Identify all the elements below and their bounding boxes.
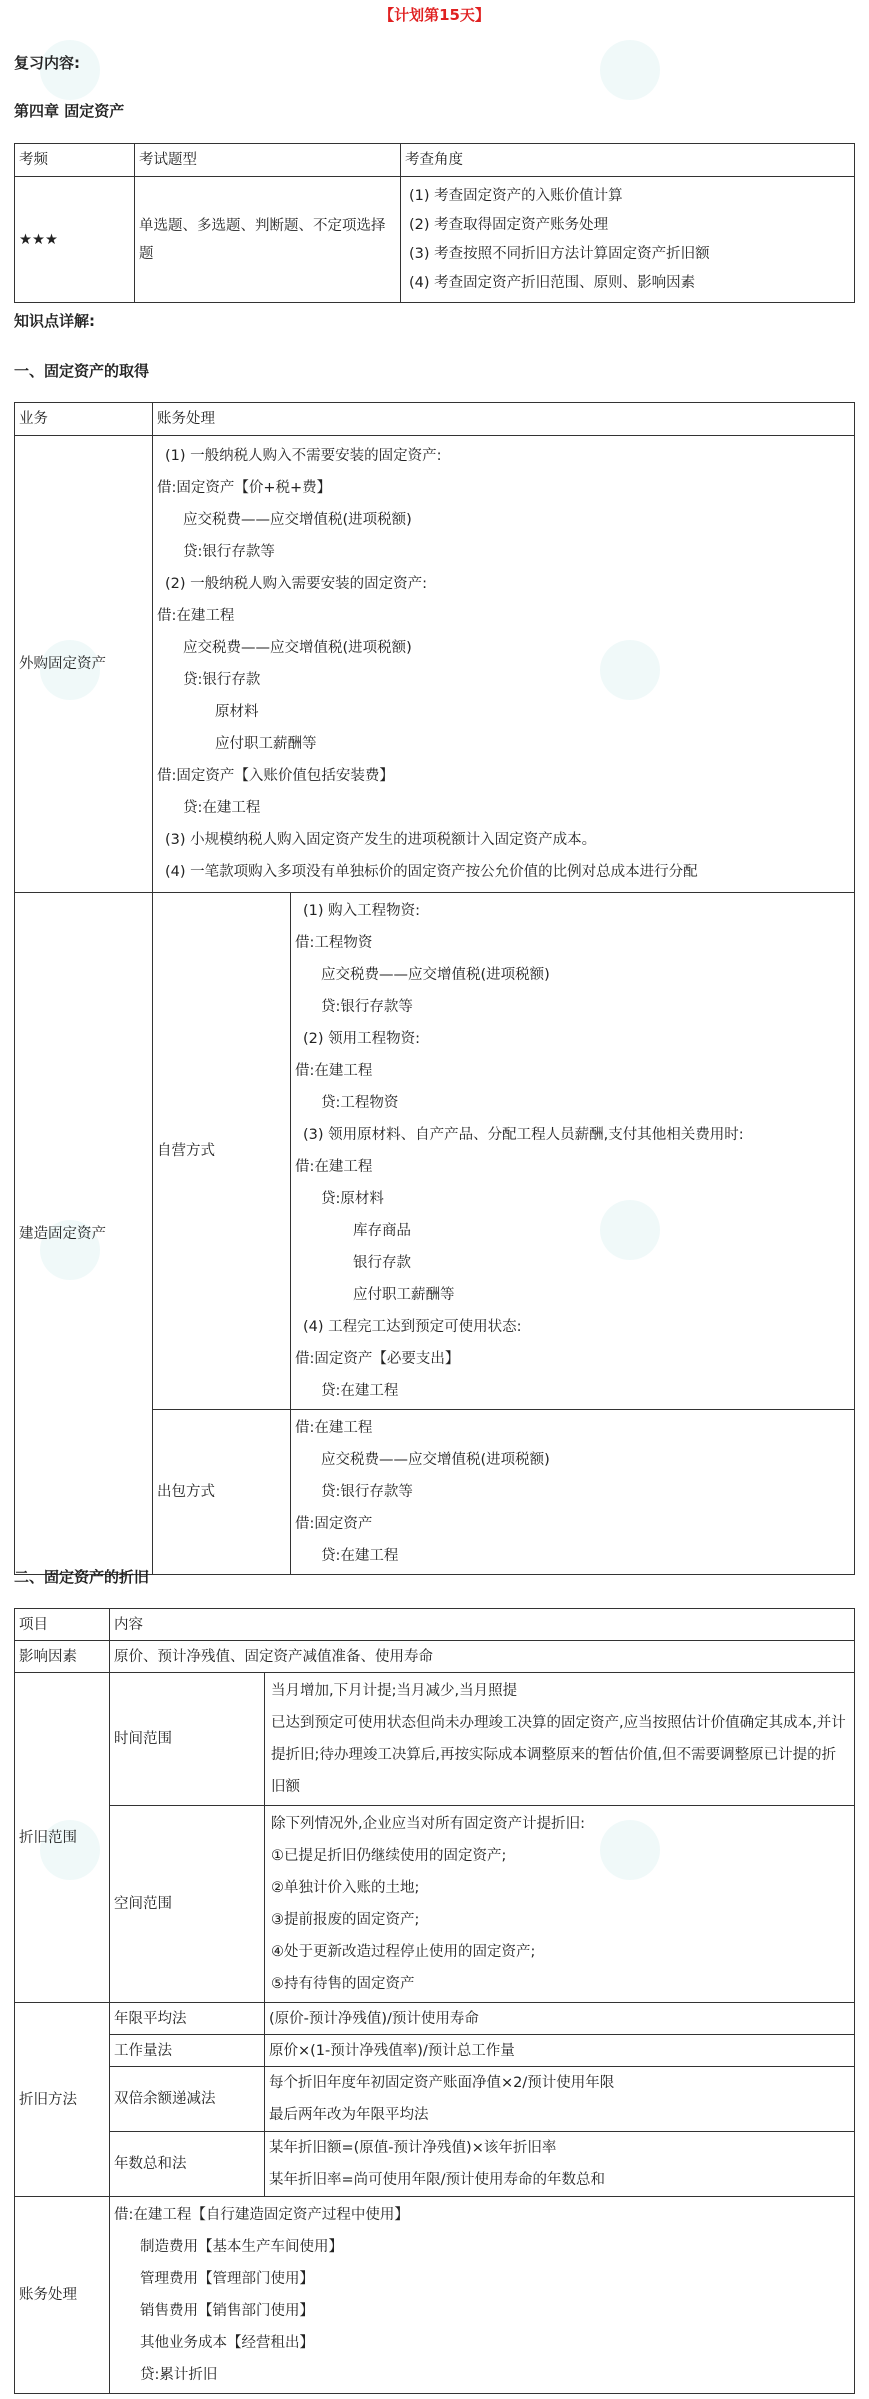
entry-line: 贷:在建工程: [183, 800, 261, 816]
entry-line: 借:在建工程: [295, 1063, 373, 1079]
entry-line: 贷:原材料: [321, 1191, 384, 1207]
entry-line: 贷:累计折旧: [140, 2367, 218, 2383]
accounting-label: 账务处理: [15, 2197, 110, 2394]
purchase-label: 外购固定资产: [15, 436, 153, 893]
space-scope-line: ④处于更新改造过程停止使用的固定资产;: [271, 1944, 536, 1960]
entry-line: 应付职工薪酬等: [353, 1287, 455, 1303]
exam-angle: (3) 考查按照不同折旧方法计算固定资产折旧额: [409, 245, 710, 262]
table-header: 账务处理: [153, 403, 855, 436]
entry-line: 银行存款: [353, 1255, 411, 1271]
space-scope-line: ⑤持有待售的固定资产: [271, 1976, 415, 1992]
entry-line: 销售费用【销售部门使用】: [140, 2303, 314, 2319]
exam-angle: (1) 考查固定资产的入账价值计算: [409, 187, 623, 204]
exam-types: 单选题、多选题、判断题、不定项选择题: [135, 177, 401, 303]
review-label: 复习内容:: [14, 54, 80, 72]
method-formula: 某年折旧率=尚可使用年限/预计使用寿命的年数总和: [269, 2172, 606, 2188]
section-heading: 二、固定资产的折旧: [14, 1568, 150, 1586]
entry-line: 借:在建工程: [157, 608, 235, 624]
entry-line: (4) 一笔款项购入多项没有单独标价的固定资产按公允价值的比例对总成本进行分配: [165, 864, 698, 880]
scope-label: 折旧范围: [15, 1673, 110, 2003]
table-header: 考试题型: [135, 144, 401, 177]
entry-line: 原材料: [215, 704, 259, 720]
entry-line: (3) 领用原材料、自产产品、分配工程人员薪酬,支付其他相关费用时:: [303, 1127, 744, 1143]
entry-line: 贷:银行存款等: [183, 544, 275, 560]
entry-line: 贷:在建工程: [321, 1548, 399, 1564]
factors-label: 影响因素: [15, 1641, 110, 1673]
factors-text: 原价、预计净残值、固定资产减值准备、使用寿命: [110, 1641, 855, 1673]
entry-line: 借:固定资产【入账价值包括安装费】: [157, 768, 394, 784]
space-scope-label: 空间范围: [110, 1806, 265, 2003]
entry-line: 借:工程物资: [295, 935, 373, 951]
self-build-label: 自营方式: [153, 893, 291, 1410]
entry-line: 借:固定资产【必要支出】: [295, 1351, 460, 1367]
time-scope-line: 已达到预定可使用状态但尚未办理竣工决算的固定资产,应当按照估计价值确定其成本,并计提折旧;待办理竣工决算后,再按实际成本调整原来的暂估价值,但不需要调整原已计提的折旧额: [271, 1715, 846, 1795]
entry-line: 应交税费——应交增值税(进项税额): [321, 967, 550, 983]
entry-line: 贷:银行存款: [183, 672, 261, 688]
time-scope-label: 时间范围: [110, 1673, 265, 1806]
space-scope-line: ②单独计价入账的土地;: [271, 1880, 420, 1896]
table-header: 内容: [110, 1609, 855, 1641]
entry-line: 借:固定资产【价+税+费】: [157, 480, 332, 496]
time-scope-line: 当月增加,下月计提;当月减少,当月照提: [271, 1683, 518, 1699]
entry-line: 贷:在建工程: [321, 1383, 399, 1399]
entry-line: 借:在建工程: [295, 1159, 373, 1175]
entry-line: 贷:银行存款等: [321, 1484, 413, 1500]
entry-line: 借:在建工程【自行建造固定资产过程中使用】: [114, 2207, 409, 2223]
chapter-title: 第四章 固定资产: [14, 102, 125, 120]
page-title: 【计划第15天】: [379, 6, 490, 24]
watermark-logo: [600, 40, 660, 100]
entry-line: 制造费用【基本生产车间使用】: [140, 2239, 343, 2255]
exam-angle: (2) 考查取得固定资产账务处理: [409, 216, 609, 233]
entry-line: (1) 购入工程物资:: [303, 903, 421, 919]
space-scope-line: 除下列情况外,企业应当对所有固定资产计提折旧:: [271, 1816, 585, 1832]
method-formula: 某年折旧额=(原值-预计净残值)×该年折旧率: [269, 2140, 557, 2156]
method-formula: 每个折旧年度年初固定资产账面净值×2/预计使用年限: [269, 2075, 615, 2091]
method-name: 年限平均法: [110, 2003, 265, 2035]
table-header: 业务: [15, 403, 153, 436]
method-name: 工作量法: [110, 2035, 265, 2067]
entry-line: 应付职工薪酬等: [215, 736, 317, 752]
space-scope-line: ③提前报废的固定资产;: [271, 1912, 420, 1928]
entry-line: (2) 领用工程物资:: [303, 1031, 421, 1047]
table-header: 考查角度: [401, 144, 855, 177]
depreciation-table: [14, 1608, 855, 2394]
entry-line: 管理费用【管理部门使用】: [140, 2271, 314, 2287]
entry-line: 借:在建工程: [295, 1420, 373, 1436]
method-formula: 最后两年改为年限平均法: [269, 2107, 429, 2123]
outsource-label: 出包方式: [153, 1410, 291, 1575]
section-heading: 一、固定资产的取得: [14, 362, 150, 380]
method-formula: (原价-预计净残值)/预计使用寿命: [265, 2003, 855, 2035]
entry-line: 其他业务成本【经营租出】: [140, 2335, 314, 2351]
entry-line: 贷:工程物资: [321, 1095, 399, 1111]
entry-line: (1) 一般纳税人购入不需要安装的固定资产:: [165, 448, 442, 464]
entry-line: 应交税费——应交增值税(进项税额): [321, 1452, 550, 1468]
entry-line: (2) 一般纳税人购入需要安装的固定资产:: [165, 576, 428, 592]
acquisition-table: [14, 402, 855, 1575]
space-scope-line: ①已提足折旧仍继续使用的固定资产;: [271, 1848, 507, 1864]
table-header: 项目: [15, 1609, 110, 1641]
entry-line: (3) 小规模纳税人购入固定资产发生的进项税额计入固定资产成本。: [165, 832, 597, 848]
entry-line: 借:固定资产: [295, 1516, 373, 1532]
method-name: 年数总和法: [110, 2132, 265, 2197]
exam-table: [14, 143, 855, 303]
construction-label: 建造固定资产: [15, 893, 153, 1575]
detail-label: 知识点详解:: [14, 312, 95, 330]
entry-line: 应交税费——应交增值税(进项税额): [183, 640, 412, 656]
entry-line: 库存商品: [353, 1223, 411, 1239]
method-label: 折旧方法: [15, 2003, 110, 2197]
entry-line: (4) 工程完工达到预定可使用状态:: [303, 1319, 522, 1335]
frequency-stars: ★★★: [15, 177, 135, 303]
method-formula: 原价×(1-预计净残值率)/预计总工作量: [265, 2035, 855, 2067]
method-name: 双倍余额递减法: [110, 2067, 265, 2132]
table-header: 考频: [15, 144, 135, 177]
entry-line: 应交税费——应交增值税(进项税额): [183, 512, 412, 528]
entry-line: 贷:银行存款等: [321, 999, 413, 1015]
exam-angle: (4) 考查固定资产折旧范围、原则、影响因素: [409, 274, 696, 291]
